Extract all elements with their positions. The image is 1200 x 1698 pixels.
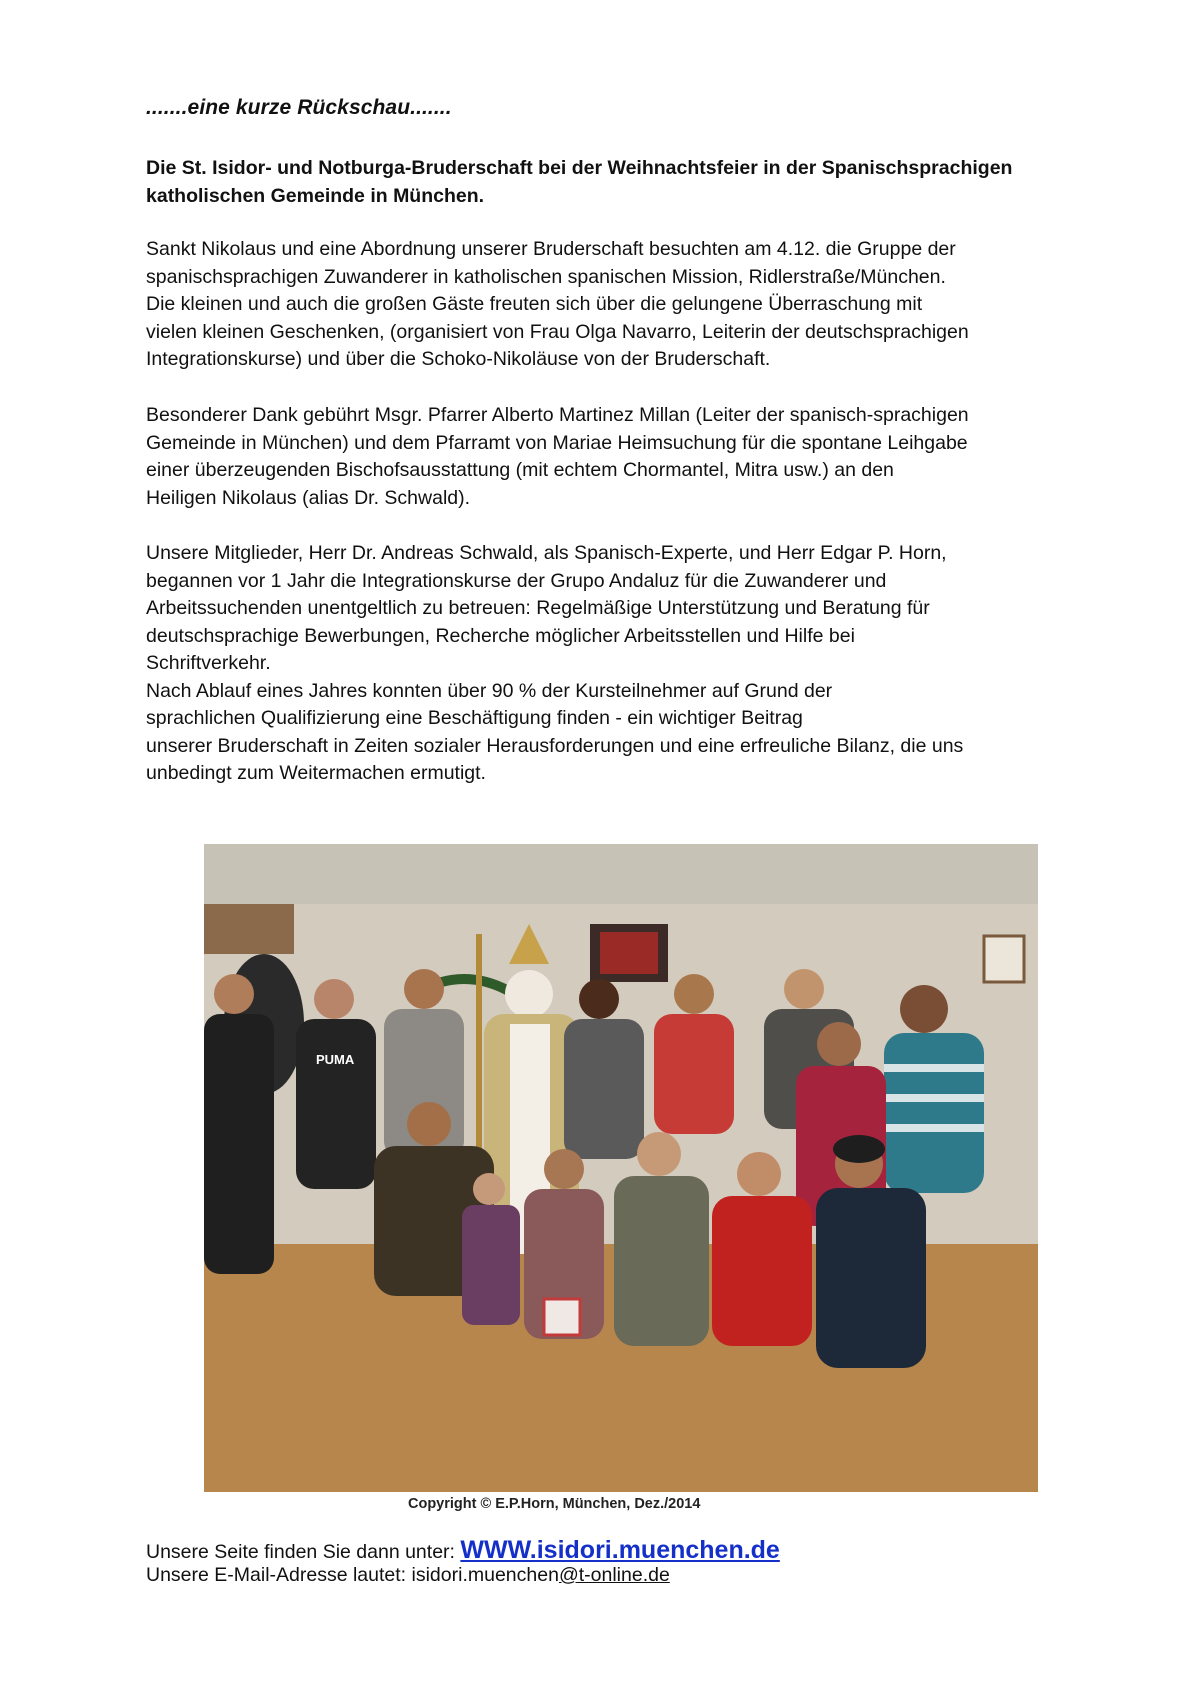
text-line: Gemeinde in München) und dem Pfarramt von Mariae Heimsuchung für die spontane Leihgabe: [146, 431, 968, 454]
text-line: sprachlichen Qualifizierung eine Beschäftigung finden - ein wichtiger Beitrag: [146, 707, 803, 729]
title-line: katholischen Gemeinde in München.: [146, 185, 485, 207]
text-line: begannen vor 1 Jahr die Integrationskurse der Grupo Andaluz für die Zuwanderer und: [146, 569, 887, 592]
group-photo: [204, 844, 1038, 1492]
text-line: Schriftverkehr.: [146, 652, 271, 674]
text-line: spanischsprachigen Zuwanderer in katholischen spanischen Mission, Ridlerstraße/München.: [146, 265, 946, 288]
title-line: Die St. Isidor- und Notburga-Bruderschaft bei der Weihnachtsfeier in der Spanischsprachigen: [146, 157, 1013, 179]
email-prefix: Unsere E-Mail-Adresse lautet: isidori.muenchen: [146, 1564, 559, 1586]
text-line: unbedingt zum Weitermachen ermutigt.: [146, 762, 486, 784]
text-line: Unsere Mitglieder, Herr Dr. Andreas Schwald, als Spanisch-Experte, und Herr Edgar P. Horn,: [146, 542, 947, 564]
website-line: [146, 1536, 780, 1565]
paragraph-thanks: [146, 402, 1136, 512]
text-line: Heiligen Nikolaus (alias Dr. Schwald).: [146, 486, 471, 509]
text-line: einer überzeugenden Bischofsausstattung (mit echtem Chormantel, Mitra usw.) an den: [146, 459, 894, 481]
text-line: deutschsprachige Bewerbungen, Recherche möglicher Arbeitsstellen und Hilfe bei: [146, 624, 855, 647]
text-line: unserer Bruderschaft in Zeiten sozialer Herausforderungen und eine erfreuliche Bilanz, die uns: [146, 734, 964, 757]
text-line: Nach Ablauf eines Jahres konnten über 90 % der Kursteilnehmer auf Grund der: [146, 679, 833, 702]
text-line: Sankt Nikolaus und eine Abordnung unserer Bruderschaft besuchten am 4.12. die Gruppe der: [146, 238, 956, 260]
paragraph-members: [146, 540, 1136, 788]
website-link[interactable]: WWW.isidori.muenchen.de: [460, 1536, 780, 1564]
email-line: [146, 1564, 670, 1587]
paragraph-visit: [146, 236, 1136, 374]
section-heading: .......eine kurze Rückschau.......: [146, 96, 452, 119]
article-title: [146, 154, 1126, 210]
photo-caption: Copyright © E.P.Horn, München, Dez./2014: [408, 1496, 701, 1512]
email-link[interactable]: @t-online.de: [558, 1564, 670, 1586]
group-photo-illustration: [204, 844, 1038, 1492]
text-line: Integrationskurse) und über die Schoko-Nikoläuse von der Bruderschaft.: [146, 348, 771, 370]
text-line: Die kleinen und auch die großen Gäste freuten sich über die gelungene Überraschung mit: [146, 293, 923, 315]
website-prefix: Unsere Seite finden Sie dann unter:: [146, 1541, 461, 1563]
text-line: Arbeitssuchenden unentgeltlich zu betreuen: Regelmäßige Unterstützung und Beratung für: [146, 597, 930, 619]
text-line: vielen kleinen Geschenken, (organisiert von Frau Olga Navarro, Leiterin der deutschsprachigen: [146, 320, 969, 343]
text-line: Besonderer Dank gebührt Msgr. Pfarrer Alberto Martinez Millan (Leiter der spanisch-sprachigen: [146, 404, 969, 426]
shirt-logo-text: PUMA: [316, 1052, 355, 1067]
